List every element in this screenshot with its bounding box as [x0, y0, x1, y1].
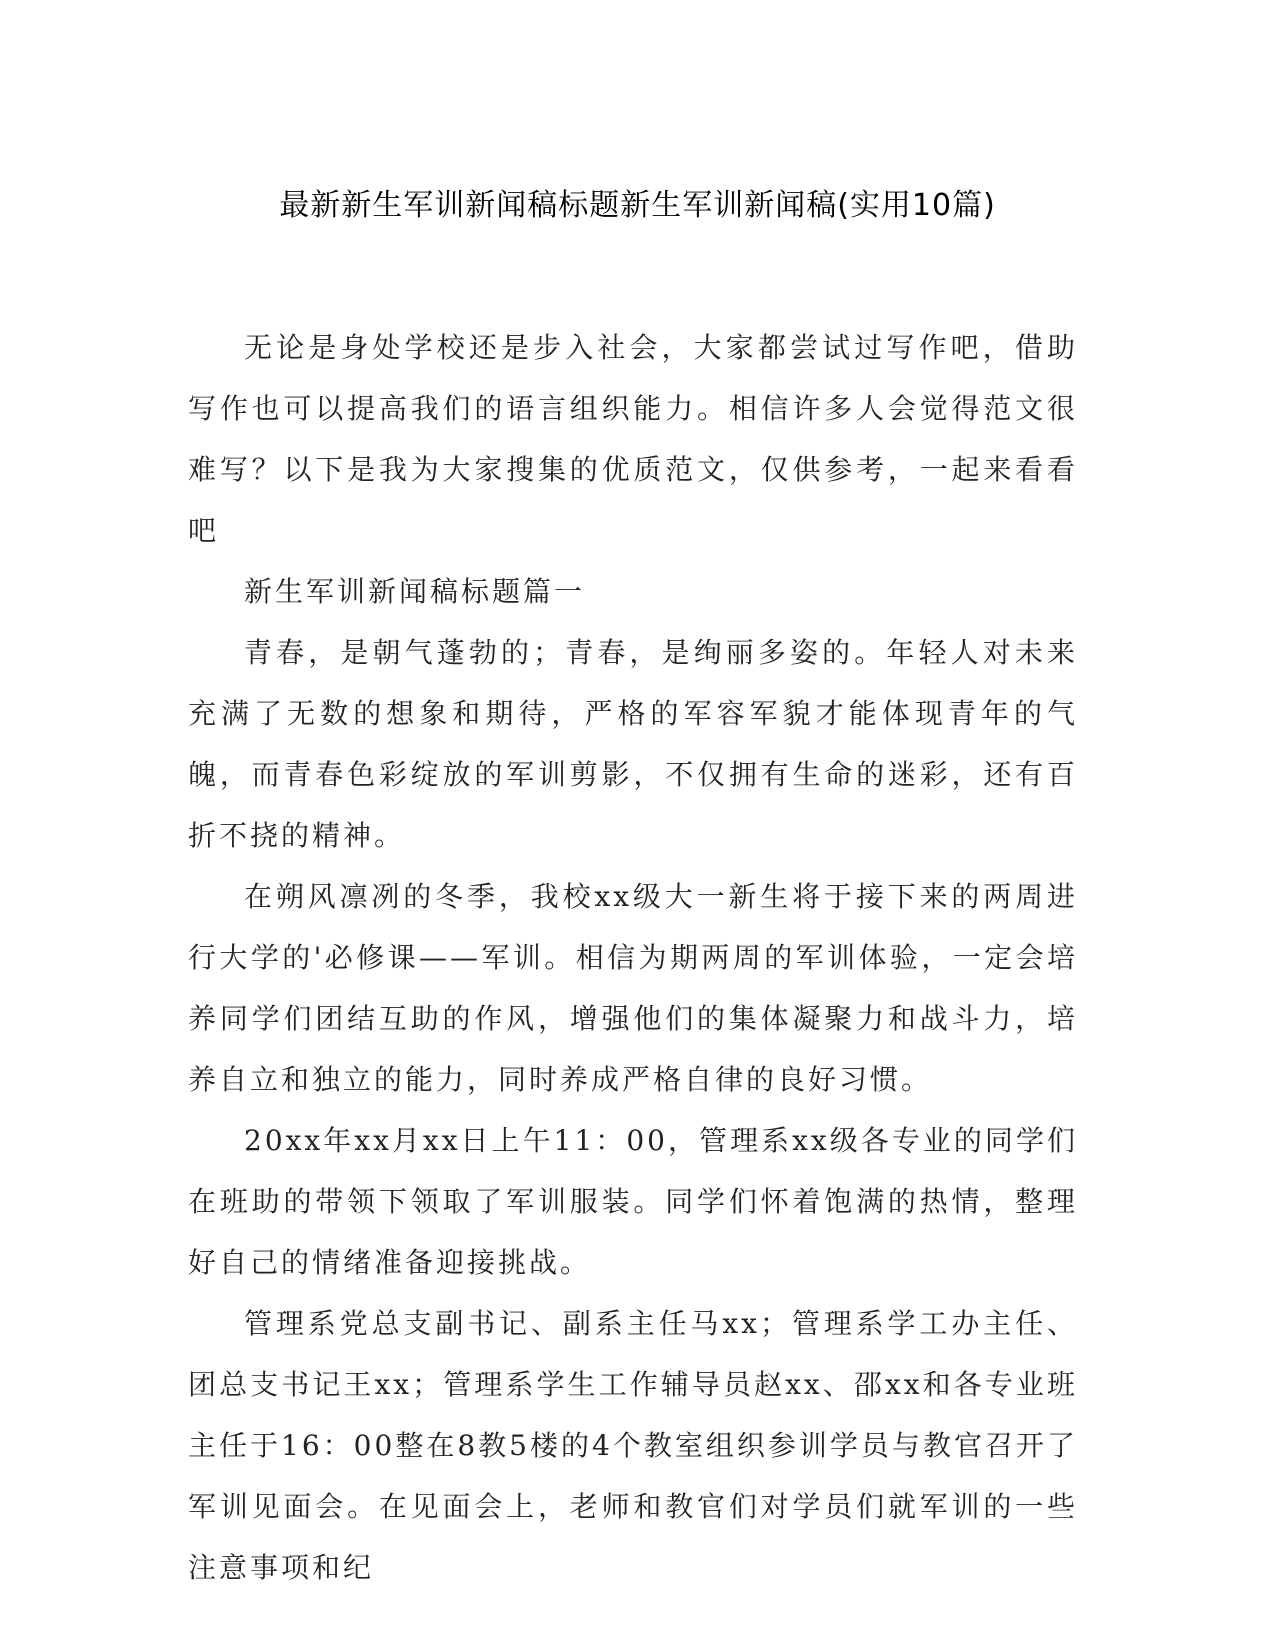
- section-heading: 新生军训新闻稿标题篇一: [244, 575, 586, 608]
- document-title: 最新新生军训新闻稿标题新生军训新闻稿(实用10篇): [279, 188, 996, 223]
- paragraph: 在朔风凛冽的冬季，我校xx级大一新生将于接下来的两周进行大学的'必修课——军训。相信为期两周的军训体验，一定会培养同学们团结互助的作风，增强他们的集体凝聚力和战斗力，培养自立和独立的能力，同时养成严格自律的良好习惯。: [188, 880, 1078, 1096]
- paragraph: 管理系党总支副书记、副系主任马xx；管理系学工办主任、团总支书记王xx；管理系学生工作辅导员赵xx、邵xx和各专业班主任于16：00整在8教5楼的4个教室组织参训学员与教官召开了军训见面会。在见面会上，老师和教官们对学员们就军训的一些注意事项和纪: [188, 1307, 1078, 1584]
- paragraph-intro: 无论是身处学校还是步入社会，大家都尝试过写作吧，借助写作也可以提高我们的语言组织能力。相信许多人会觉得范文很难写？以下是我为大家搜集的优质范文，仅供参考，一起来看看吧: [188, 331, 1078, 547]
- paragraph: 青春，是朝气蓬勃的；青春，是绚丽多姿的。年轻人对未来充满了无数的想象和期待，严格的军容军貌才能体现青年的气魄，而青春色彩绽放的军训剪影，不仅拥有生命的迷彩，还有百折不挠的精神。: [188, 636, 1078, 852]
- paragraph: 20xx年xx月xx日上午11：00，管理系xx级各专业的同学们在班助的带领下领取了军训服装。同学们怀着饱满的热情，整理好自己的情绪准备迎接挑战。: [188, 1124, 1078, 1279]
- document-body: [188, 317, 1078, 1598]
